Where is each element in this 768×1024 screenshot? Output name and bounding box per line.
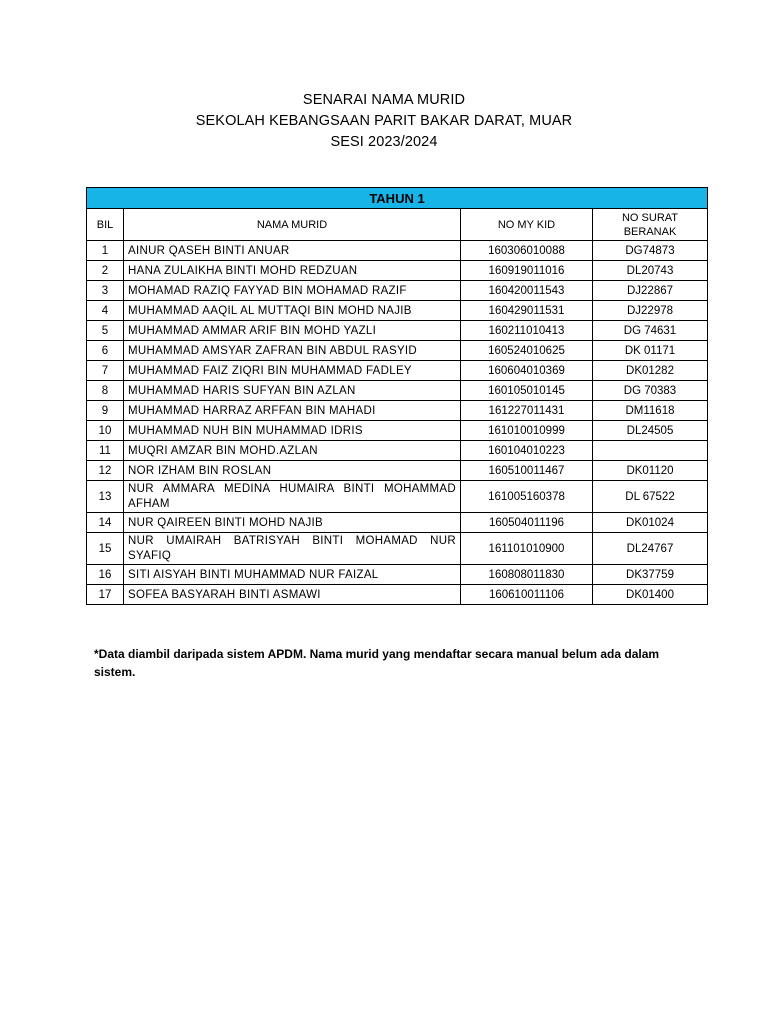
col-surat-header: NO SURAT BERANAK [593,209,708,241]
table-band-row [87,188,708,209]
title-line-3: SESI 2023/2024 [330,134,438,150]
student-name-cell: MUHAMMAD AAQIL AL MUTTAQI BIN MOHD NAJIB [124,301,461,321]
mykid-cell: 160211010413 [461,321,593,341]
birth-cert-cell: DK01024 [593,513,708,533]
mykid-cell: 160306010088 [461,241,593,261]
birth-cert-cell: DL24505 [593,421,708,441]
row-number-cell: 5 [87,321,124,341]
table-row [87,513,708,533]
table-row [87,381,708,401]
table-row [87,461,708,481]
student-name-cell: NUR UMAIRAH BATRISYAH BINTI MOHAMAD NUR SYAFIQ [124,533,461,565]
student-name-cell: MUHAMMAD AMSYAR ZAFRAN BIN ABDUL RASYID [124,341,461,361]
col-nama-header: NAMA MURID [124,209,461,241]
row-number-cell: 17 [87,585,124,605]
student-name-cell: MUHAMMAD HARRAZ ARFFAN BIN MAHADI [124,401,461,421]
row-number-cell: 13 [87,481,124,513]
row-number-cell: 1 [87,241,124,261]
table-row [87,533,708,565]
student-name-cell: MUQRI AMZAR BIN MOHD.AZLAN [124,441,461,461]
row-number-cell: 11 [87,441,124,461]
table-row [87,281,708,301]
table-row [87,361,708,381]
mykid-cell: 160429011531 [461,301,593,321]
col-kid-header: NO MY KID [461,209,593,241]
mykid-cell: 160420011543 [461,281,593,301]
row-number-cell: 3 [87,281,124,301]
birth-cert-cell: DK01120 [593,461,708,481]
birth-cert-cell: DK01282 [593,361,708,381]
mykid-cell: 160104010223 [461,441,593,461]
title-line-2: SEKOLAH KEBANGSAAN PARIT BAKAR DARAT, MUAR [195,113,573,129]
table-header-row [87,209,708,241]
title-line-1: SENARAI NAMA MURID [302,92,466,108]
table-row [87,481,708,513]
table-row [87,401,708,421]
mykid-cell: 160504011196 [461,513,593,533]
document-title-block [0,90,768,153]
student-name-cell: SITI AISYAH BINTI MUHAMMAD NUR FAIZAL [124,565,461,585]
student-name-cell: HANA ZULAIKHA BINTI MOHD REDZUAN [124,261,461,281]
student-name-cell: MUHAMMAD NUH BIN MUHAMMAD IDRIS [124,421,461,441]
student-name-cell: NOR IZHAM BIN ROSLAN [124,461,461,481]
mykid-cell: 160808011830 [461,565,593,585]
row-number-cell: 10 [87,421,124,441]
row-number-cell: 2 [87,261,124,281]
table-row [87,421,708,441]
birth-cert-cell: DK37759 [593,565,708,585]
student-name-cell: MUHAMMAD HARIS SUFYAN BIN AZLAN [124,381,461,401]
footnote: *Data diambil daripada sistem APDM. Nama murid yang mendaftar secara manual belum ada dalam sistem. [94,647,660,679]
table-row [87,585,708,605]
student-name-cell: AINUR QASEH BINTI ANUAR [124,241,461,261]
table-row [87,301,708,321]
row-number-cell: 14 [87,513,124,533]
mykid-cell: 160919011016 [461,261,593,281]
row-number-cell: 8 [87,381,124,401]
birth-cert-cell: DL20743 [593,261,708,281]
mykid-cell: 160510011467 [461,461,593,481]
birth-cert-cell: DK01400 [593,585,708,605]
student-name-cell: MUHAMMAD FAIZ ZIQRI BIN MUHAMMAD FADLEY [124,361,461,381]
mykid-cell: 161010010999 [461,421,593,441]
table-row [87,441,708,461]
mykid-cell: 160105010145 [461,381,593,401]
birth-cert-cell: DJ22978 [593,301,708,321]
birth-cert-cell: DG 74631 [593,321,708,341]
mykid-cell: 160524010625 [461,341,593,361]
mykid-cell: 161005160378 [461,481,593,513]
table-row [87,261,708,281]
birth-cert-cell: DG74873 [593,241,708,261]
row-number-cell: 4 [87,301,124,321]
col-bil-header: BIL [87,209,124,241]
birth-cert-cell [593,441,708,461]
table-row [87,565,708,585]
table-row [87,241,708,261]
birth-cert-cell: DK 01171 [593,341,708,361]
table-row [87,321,708,341]
student-table [86,187,708,605]
student-name-cell: NUR QAIREEN BINTI MOHD NAJIB [124,513,461,533]
mykid-cell: 160610011106 [461,585,593,605]
student-name-cell: MUHAMMAD AMMAR ARIF BIN MOHD YAZLI [124,321,461,341]
birth-cert-cell: DM11618 [593,401,708,421]
table-row [87,341,708,361]
mykid-cell: 160604010369 [461,361,593,381]
student-name-cell: MOHAMAD RAZIQ FAYYAD BIN MOHAMAD RAZIF [124,281,461,301]
class-band: TAHUN 1 [87,188,708,209]
row-number-cell: 15 [87,533,124,565]
birth-cert-cell: DJ22867 [593,281,708,301]
row-number-cell: 6 [87,341,124,361]
table-body [87,241,708,605]
row-number-cell: 16 [87,565,124,585]
mykid-cell: 161101010900 [461,533,593,565]
student-name-cell: NUR AMMARA MEDINA HUMAIRA BINTI MOHAMMAD AFHAM [124,481,461,513]
row-number-cell: 9 [87,401,124,421]
row-number-cell: 7 [87,361,124,381]
row-number-cell: 12 [87,461,124,481]
student-name-cell: SOFEA BASYARAH BINTI ASMAWI [124,585,461,605]
mykid-cell: 161227011431 [461,401,593,421]
birth-cert-cell: DG 70383 [593,381,708,401]
birth-cert-cell: DL24767 [593,533,708,565]
birth-cert-cell: DL 67522 [593,481,708,513]
